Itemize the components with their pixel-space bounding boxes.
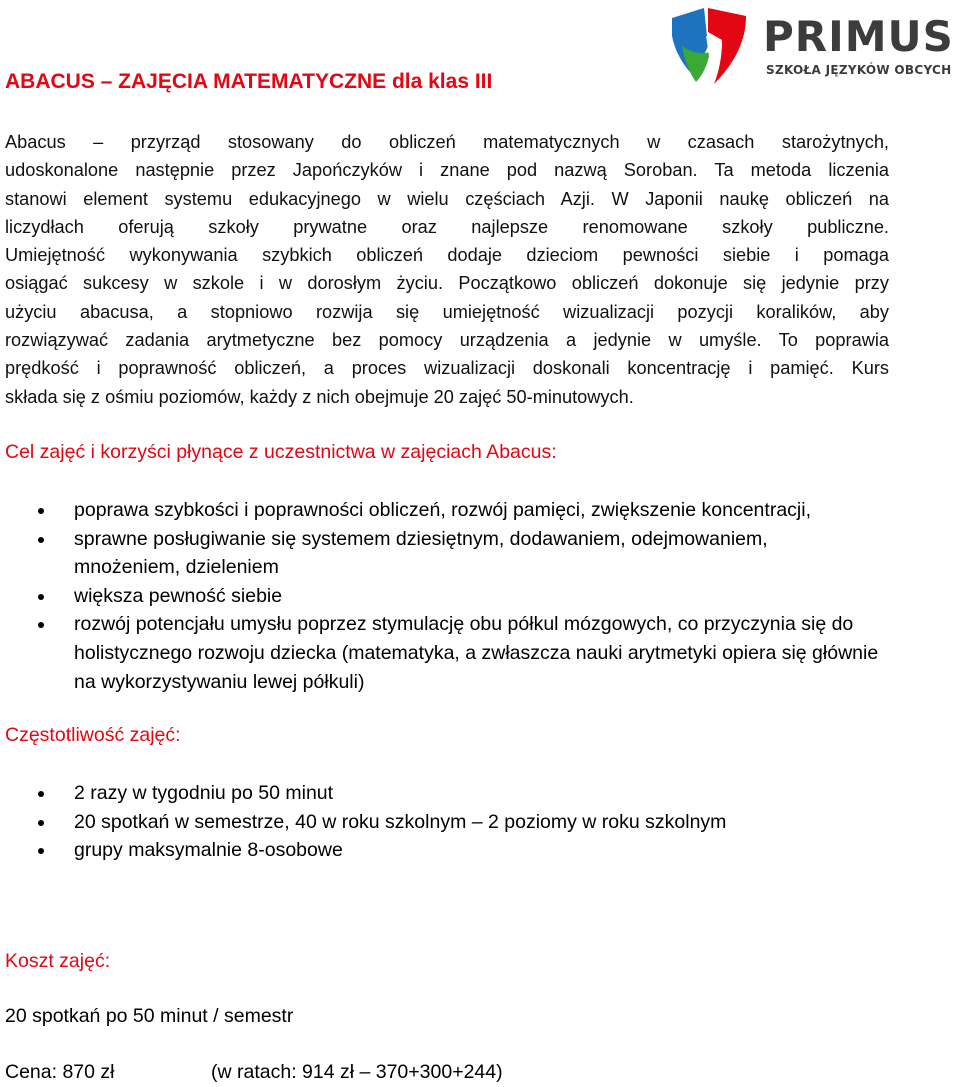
intro-line: stanowi element systemu edukacyjnego w wielu częściach Azji. W Japonii naukę obliczeń na xyxy=(5,188,889,209)
logo-wordmark: PRIMUS xyxy=(763,12,954,61)
intro-line: składa się z ośmiu poziomów, każdy z nich obejmuje 20 zajęć 50-minutowych. xyxy=(5,386,634,407)
shield-logo-icon xyxy=(666,6,756,86)
intro-line: prędkość i poprawność obliczeń, a proces wizualizacji doskonali koncentrację i pamięć. Kurs xyxy=(5,358,889,379)
bullet-icon xyxy=(38,508,44,514)
page-title: ABACUS – ZAJĘCIA MATEMATYCZNE dla klas III xyxy=(5,70,493,93)
bullet-icon xyxy=(38,622,44,628)
list-item: 20 spotkań w semestrze, 40 w roku szkolnym – 2 poziomy w roku szkolnym xyxy=(0,808,900,837)
frequency-list xyxy=(0,779,900,865)
goals-heading: Cel zajęć i korzyści płynące z uczestnictwa w zajęciach Abacus: xyxy=(5,441,557,463)
intro-line: udoskonalone następnie przez Japończyków i znane pod nazwą Soroban. Ta metoda liczenia xyxy=(5,160,889,181)
list-item: rozwój potencjału umysłu poprzez stymulację obu półkul mózgowych, co przyczynia się do holistycznego rozwoju dziecka (matematyka, a zwłaszcza nauki arytmetyki opiera się głównie na wykorzystywaniu lewej półkuli) xyxy=(0,610,900,696)
logo-subtitle: SZKOŁA JĘZYKÓW OBCYCH xyxy=(766,63,952,77)
frequency-heading: Częstotliwość zajęć: xyxy=(5,724,181,746)
list-item: 2 razy w tygodniu po 50 minut xyxy=(0,779,900,808)
goals-list xyxy=(0,496,900,696)
intro-paragraph xyxy=(5,128,889,411)
cost-installments: (w ratach: 914 zł – 370+300+244) xyxy=(211,1061,503,1083)
intro-line: osiągać sukcesy w szkole i w dorosłym życiu. Początkowo obliczeń dokonuje się jedynie przy xyxy=(5,273,889,294)
bullet-icon xyxy=(38,594,44,600)
intro-line: liczydłach oferują szkoły prywatne oraz najlepsze renomowane szkoły publiczne. xyxy=(5,216,889,237)
bullet-icon xyxy=(38,791,44,797)
intro-line: użyciu abacusa, a stopniowo rozwija się umiejętność wizualizacji pozycji koralików, aby xyxy=(5,301,889,322)
cost-heading: Koszt zajęć: xyxy=(5,950,111,972)
list-item: większa pewność siebie xyxy=(0,582,900,611)
bullet-icon xyxy=(38,537,44,543)
intro-line: rozwiązywać zadania arytmetyczne bez pomocy urządzenia a jedynie w umyśle. To poprawia xyxy=(5,330,889,351)
cost-price: Cena: 870 zł xyxy=(5,1061,115,1083)
list-item: sprawne posługiwanie się systemem dziesiętnym, dodawaniem, odejmowaniem, mnożeniem, dzieleniem xyxy=(0,525,900,582)
bullet-icon xyxy=(38,848,44,854)
intro-line: Abacus – przyrząd stosowany do obliczeń matematycznych w czasach starożytnych, xyxy=(5,132,889,152)
list-item: poprawa szybkości i poprawności obliczeń, rozwój pamięci, zwiększenie koncentracji, xyxy=(0,496,900,525)
bullet-icon xyxy=(38,820,44,826)
list-item: grupy maksymalnie 8-osobowe xyxy=(0,836,900,865)
cost-sessions: 20 spotkań po 50 minut / semestr xyxy=(5,1005,294,1027)
primus-logo xyxy=(666,6,960,86)
intro-line: Umiejętność wykonywania szybkich obliczeń dodaje dzieciom pewności siebie i pomaga xyxy=(5,245,889,266)
